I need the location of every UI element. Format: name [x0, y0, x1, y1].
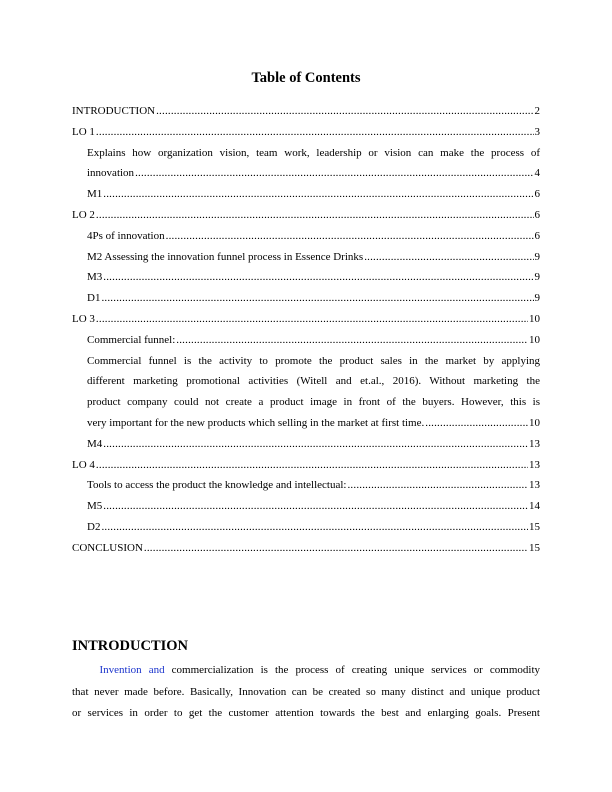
toc-entry-page: 3 — [534, 125, 540, 138]
toc-title: Table of Contents — [251, 70, 361, 86]
toc-entry-page: 10 — [529, 416, 540, 429]
toc-entry-page: 13 — [529, 458, 540, 471]
toc-entry-line: product company could not create a product image in front of the buyers. However, this is — [87, 396, 540, 409]
paragraph-line: that never made before. Basically, Innovation can be created so many distinct and unique product — [72, 685, 540, 698]
toc-entry-label: Commercial funnel: — [87, 333, 176, 346]
paragraph-line: or services in order to get the customer attention towards the best and enlarging goals. Present — [72, 707, 540, 719]
toc-entry-label: D1 — [87, 292, 101, 305]
toc-entry-label: LO 2 — [72, 208, 95, 221]
toc-entry-m5[interactable] — [72, 496, 540, 517]
toc-entry-conclusion[interactable] — [72, 538, 540, 559]
toc-entry-label: CONCLUSION — [72, 541, 143, 554]
toc-entry-label: D2 — [87, 520, 101, 533]
toc-entry-line: Commercial funnel is the activity to promote the product sales in the market by applying — [87, 354, 540, 367]
toc-entry-page: 13 — [529, 479, 540, 492]
toc-entry-d2[interactable] — [72, 517, 540, 538]
toc-entry-line: very important for the new products which selling in the market at first time. — [87, 416, 425, 429]
toc-entry-label: Tools to access the product the knowledge and intellectual: — [87, 479, 347, 492]
toc-entry-m4[interactable] — [72, 434, 540, 455]
toc-entry-label: M5 — [87, 500, 103, 513]
toc-entry-page: 13 — [529, 437, 540, 450]
toc-entry-lo4[interactable] — [72, 455, 540, 476]
toc-entry-commercial-funnel-description[interactable] — [72, 351, 540, 434]
toc-entry-label: M2 Assessing the innovation funnel process in Essence Drinks — [87, 250, 364, 263]
toc-entry-label: INTRODUCTION — [72, 105, 156, 117]
toc-entry-m3[interactable] — [72, 267, 540, 288]
toc-entry-page: 2 — [534, 105, 540, 117]
toc-entry-page: 6 — [534, 188, 540, 201]
toc-entry-page: 15 — [529, 541, 540, 554]
highlighted-text: Invention and — [99, 664, 165, 676]
toc-entry-introduction[interactable] — [72, 101, 540, 122]
toc-entry-page: 6 — [534, 208, 540, 221]
toc-entry-line: innovation — [87, 167, 135, 180]
toc-entry-page: 9 — [534, 292, 540, 305]
toc-entry-tools-to-access[interactable] — [72, 475, 540, 496]
toc-entry-label: LO 1 — [72, 125, 95, 138]
introduction-paragraph — [72, 660, 540, 725]
toc-entry-page: 9 — [534, 271, 540, 284]
toc-entry-label: M4 — [87, 437, 103, 450]
toc-entry-label: M3 — [87, 271, 103, 284]
paragraph-line: Invention and commercialization is the process of creating unique services or commodity — [99, 664, 540, 676]
toc-entry-page: 4 — [534, 167, 540, 180]
toc-entry-line: Explains how organization vision, team work, leadership or vision can make the process of — [87, 146, 540, 159]
toc-entry-line: different marketing promotional activities (Witell and et.al., 2016). Without marketing the — [87, 375, 540, 388]
toc-entry-page: 10 — [529, 333, 540, 346]
toc-entry-page: 14 — [529, 500, 540, 513]
toc-entry-d1[interactable] — [72, 288, 540, 309]
toc-entry-4ps-of-innovation[interactable] — [72, 226, 540, 247]
toc-entry-explains-organization-vision[interactable] — [72, 143, 540, 185]
toc-entry-page: 9 — [534, 250, 540, 263]
toc-entry-m2[interactable] — [72, 247, 540, 268]
toc-entry-lo1[interactable] — [72, 122, 540, 143]
toc-entry-m1[interactable] — [72, 184, 540, 205]
toc-entry-lo3[interactable] — [72, 309, 540, 330]
toc-entry-page: 6 — [534, 229, 540, 242]
toc-entry-label: LO 4 — [72, 458, 95, 471]
toc-entry-page: 15 — [529, 520, 540, 533]
toc-entry-commercial-funnel[interactable] — [72, 330, 540, 351]
toc-entry-label: M1 — [87, 188, 103, 201]
toc-entry-page: 10 — [529, 312, 540, 325]
toc-entry-lo2[interactable] — [72, 205, 540, 226]
table-of-contents — [72, 101, 540, 559]
toc-entry-label: LO 3 — [72, 312, 95, 325]
introduction-heading: INTRODUCTION — [72, 638, 189, 654]
toc-entry-label: 4Ps of innovation — [87, 229, 165, 242]
